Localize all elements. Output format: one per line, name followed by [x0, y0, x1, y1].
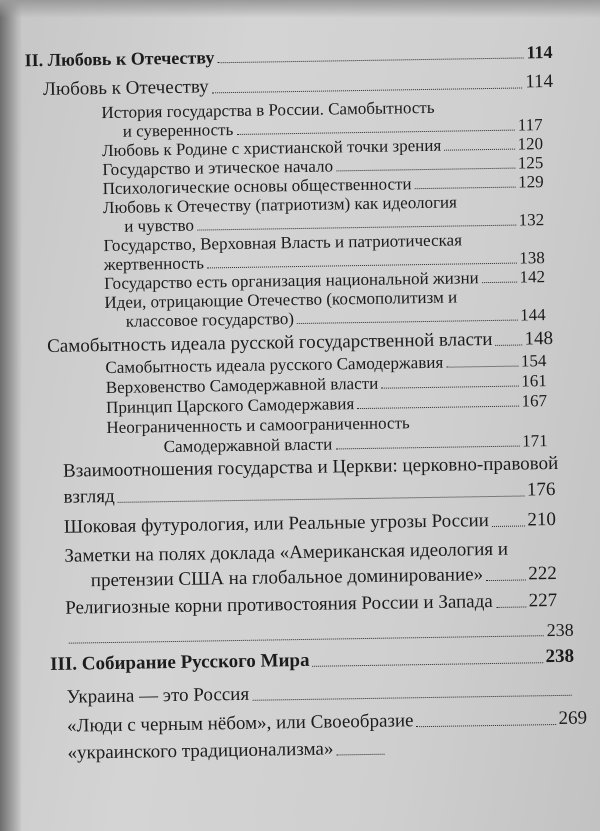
- toc-item-title-cont: и чувство: [124, 215, 195, 236]
- toc-item-title: Идеи, отрицающие Отечество (космополитизм и: [104, 287, 458, 313]
- toc-section-title: Шоковая футурология, или Реальные угрозы России: [63, 510, 489, 538]
- dot-leader: [217, 57, 523, 63]
- toc-item-title-cont: и суверенность: [122, 120, 234, 141]
- dot-leader: [313, 662, 543, 667]
- toc-section-title: Взаимоотношения государства и Церкви: церковно-правовой: [62, 452, 559, 482]
- toc-section-ukraine: [66, 680, 574, 708]
- toc-section-title-cont: «украинского традиционализма»: [67, 738, 334, 764]
- toc-item-title: История государства в России. Самобытность: [101, 97, 435, 123]
- toc-section-page: 227: [528, 589, 558, 612]
- toc-item-title: Любовь к Отечеству (патриотизм) как идеология: [102, 192, 458, 218]
- dot-leader: [417, 724, 556, 727]
- toc-item-page: 125: [517, 153, 544, 173]
- toc-page-number: 238: [546, 619, 574, 641]
- toc-item: [164, 432, 548, 456]
- dot-leader: [336, 167, 515, 171]
- toc-section-love-fatherland: [43, 72, 553, 100]
- dot-leader: [118, 495, 524, 502]
- toc-section-page: 210: [527, 508, 557, 531]
- toc-item-title-cont: классовое государство): [125, 309, 295, 331]
- toc-section-title-cont: взгляд: [63, 485, 115, 508]
- toc-item-line: [106, 414, 410, 437]
- toc-section-notes: [91, 564, 557, 591]
- dot-leader: [444, 148, 514, 150]
- toc-section-title: «Люди с черным нёбом», или Своеобразие: [66, 710, 414, 737]
- toc-item-title: Психологические основы общественности: [102, 174, 412, 199]
- toc-item: [126, 306, 546, 330]
- toc-section-title: Самобытность идеала русской государственной власти: [46, 328, 493, 357]
- toc-section-page: 114: [525, 70, 554, 93]
- toc-item-page: 167: [521, 391, 548, 411]
- toc-item-page: 129: [517, 172, 544, 192]
- dot-leader: [335, 445, 519, 449]
- toc-item-title: Самобытность идеала русского Самодержавия: [105, 352, 444, 378]
- toc-item-page: 161: [521, 371, 547, 391]
- dot-leader: [415, 186, 516, 189]
- toc-section-page: 148: [524, 328, 554, 350]
- toc-section-line: [63, 454, 558, 482]
- toc-section-title: Любовь к Отечеству: [42, 76, 209, 100]
- toc-section-title-cont: претензии США на глобальное доминирование»: [90, 564, 484, 592]
- toc-item-page: 120: [517, 134, 544, 154]
- toc-part-2-title: II. Любовь к Отечеству: [24, 47, 215, 71]
- dot-leader: [482, 281, 517, 283]
- toc-part-3: [50, 647, 574, 675]
- toc-section-page: 222: [528, 562, 557, 585]
- toc-item-title: Государство, Верховная Власть и патриотическая: [103, 230, 463, 256]
- toc-item-title: Государство и этическое начало: [102, 156, 334, 180]
- toc-dotted-line: [66, 621, 574, 648]
- dot-leader: [446, 365, 518, 367]
- toc-section-church-state: [63, 480, 555, 508]
- toc-item-title: Государство есть организация национальной жизни: [103, 268, 479, 294]
- toc-section-futurology: [64, 510, 556, 538]
- toc-part-3-page: 238: [545, 645, 575, 668]
- dot-leader: [252, 695, 571, 701]
- toc-item-title-cont: Самодержавной власти: [163, 434, 333, 457]
- dot-leader: [357, 405, 518, 409]
- toc-section-black-palate: [67, 709, 587, 737]
- toc-section-religious-roots: [65, 591, 557, 619]
- toc-section-page: 269: [558, 707, 588, 729]
- dot-leader: [496, 606, 526, 607]
- dot-leader: [381, 385, 518, 388]
- dot-leader: [336, 754, 384, 756]
- dot-leader: [486, 579, 525, 581]
- toc-section-title: Заметки на полях доклада «Американская идеология и: [64, 538, 509, 567]
- toc-item-page: 117: [517, 115, 543, 135]
- toc-item-title-cont: жертвенность: [103, 253, 205, 275]
- toc-item-title: Любовь к Родине с христианской точки зрения: [101, 135, 442, 161]
- dot-leader: [297, 319, 517, 323]
- toc-section-title: Украина — это Россия: [66, 683, 250, 708]
- dot-leader: [69, 635, 544, 643]
- toc-item-page: 144: [520, 305, 546, 325]
- dot-leader: [197, 224, 516, 230]
- toc-section-page: 176: [526, 479, 556, 501]
- toc-part-2: [24, 43, 552, 70]
- toc-item-page: 171: [522, 431, 548, 451]
- dot-leader: [212, 87, 523, 93]
- dot-leader: [492, 525, 525, 527]
- dot-leader: [236, 129, 515, 134]
- toc-item-page: 142: [519, 267, 546, 287]
- toc-item-title: Принцип Царского Самодержавия: [105, 394, 355, 418]
- dot-leader: [496, 344, 522, 345]
- toc-part-3-title: III. Собирание Русского Мира: [49, 649, 310, 675]
- toc-section-line: [67, 739, 387, 764]
- toc-item-page: 132: [518, 210, 545, 230]
- toc-section-line: [64, 540, 508, 567]
- toc-item-page: 154: [520, 351, 547, 371]
- toc-item-title: Верховенство Самодержавной власти: [105, 373, 379, 398]
- toc-part-2-page: 114: [526, 41, 553, 63]
- toc-item-title: Неограниченность и самоограниченность: [106, 413, 410, 438]
- toc-section-title: Религиозные корни противостояния России и Запада: [65, 590, 493, 619]
- toc-item-page: 138: [519, 248, 545, 268]
